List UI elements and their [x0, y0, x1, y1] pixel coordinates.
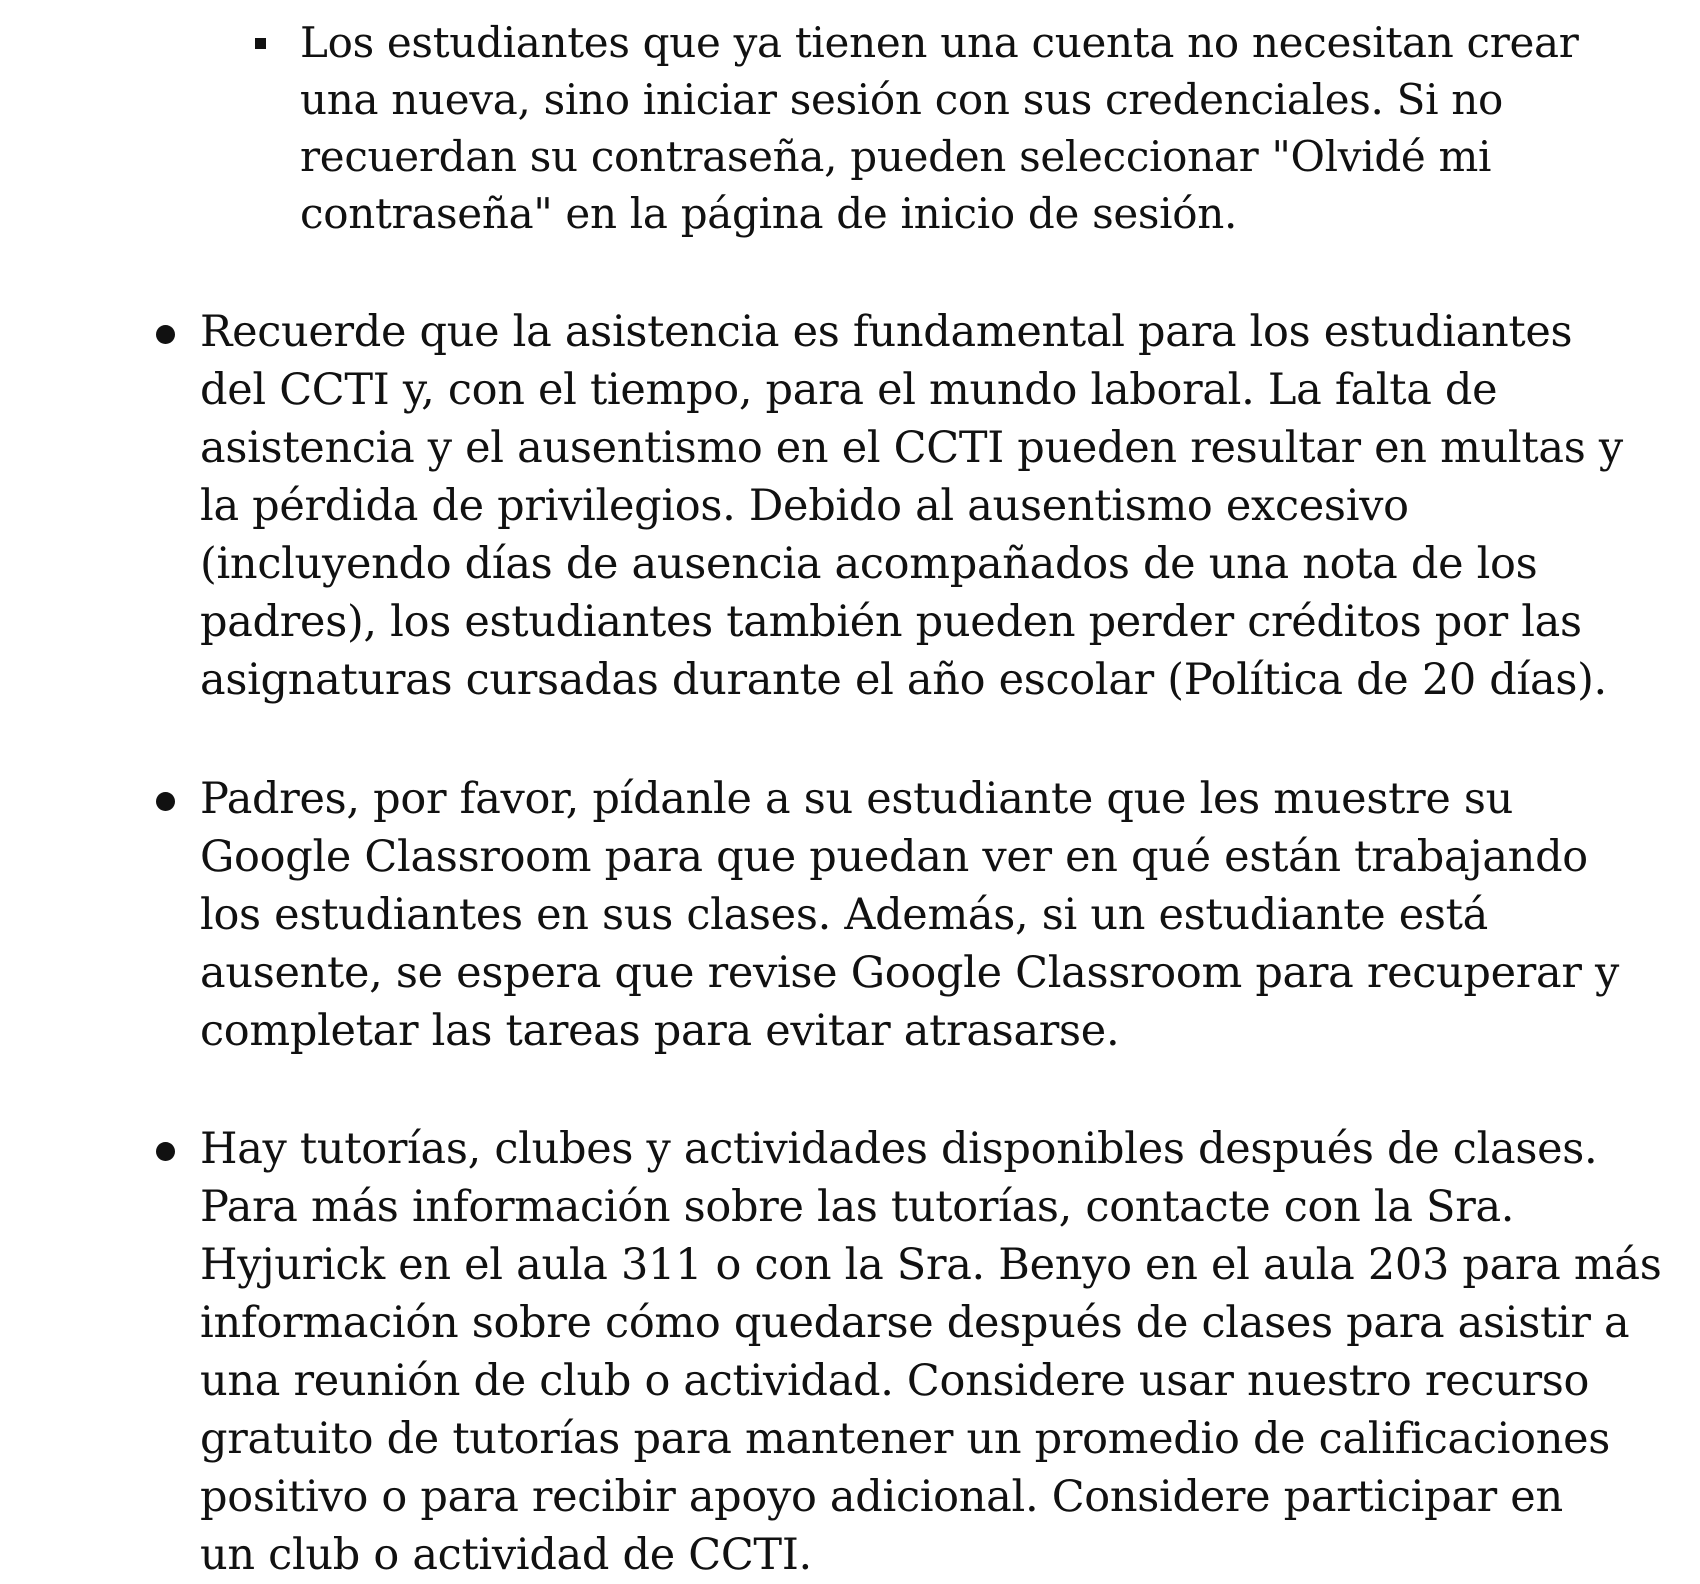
- text-line: la pérdida de privilegios. Debido al ausentismo excesivo: [200, 481, 1409, 531]
- text-line: Recuerde que la asistencia es fundamental para los estudiantes: [200, 307, 1573, 357]
- text-line: contraseña" en la página de inicio de sesión.: [300, 189, 1238, 238]
- list-item-attendance: [200, 303, 1623, 709]
- text-line: un club o actividad de CCTI.: [200, 1530, 812, 1580]
- text-line: completar las tareas para evitar atrasarse.: [200, 1006, 1120, 1056]
- sub-list-item-account: [300, 14, 1600, 242]
- list-item-tutoring-clubs: [200, 1120, 1662, 1584]
- text-line: padres), los estudiantes también pueden perder créditos por las: [200, 597, 1582, 647]
- text-line: una nueva, sino iniciar sesión con sus credenciales. Si no: [300, 75, 1504, 124]
- text-line: del CCTI y, con el tiempo, para el mundo laboral. La falta de: [200, 365, 1498, 415]
- text-line: asignaturas cursadas durante el año escolar (Política de 20 días).: [200, 655, 1607, 705]
- text-line: Hay tutorías, clubes y actividades disponibles después de clases.: [200, 1124, 1598, 1174]
- text-line: Hyjurick en el aula 311 o con la Sra. Benyo en el aula 203 para más: [200, 1240, 1662, 1290]
- text-line: información sobre cómo quedarse después de clases para asistir a: [200, 1298, 1630, 1348]
- text-line: los estudiantes en sus clases. Además, si un estudiante está: [200, 890, 1488, 940]
- square-bullet-icon: [255, 38, 266, 49]
- text-line: asistencia y el ausentismo en el CCTI pueden resultar en multas y: [200, 423, 1623, 473]
- round-bullet-icon: [156, 1142, 175, 1161]
- text-line: Los estudiantes que ya tienen una cuenta no necesitan crear: [300, 18, 1579, 67]
- text-line: gratuito de tutorías para mantener un promedio de calificaciones: [200, 1414, 1611, 1464]
- text-line: recuerdan su contraseña, pueden seleccionar "Olvidé mi: [300, 132, 1492, 181]
- text-line: Para más información sobre las tutorías, contacte con la Sra.: [200, 1182, 1515, 1232]
- text-line: positivo o para recibir apoyo adicional. Considere participar en: [200, 1472, 1563, 1522]
- text-line: Padres, por favor, pídanle a su estudiante que les muestre su: [200, 774, 1513, 824]
- list-item-google-classroom: [200, 770, 1620, 1060]
- text-line: ausente, se espera que revise Google Classroom para recuperar y: [200, 948, 1619, 998]
- text-line: Google Classroom para que puedan ver en qué están trabajando: [200, 832, 1588, 882]
- text-line: (incluyendo días de ausencia acompañados de una nota de los: [200, 539, 1538, 589]
- text-line: una reunión de club o actividad. Considere usar nuestro recurso: [200, 1356, 1590, 1406]
- round-bullet-icon: [156, 792, 175, 811]
- round-bullet-icon: [156, 325, 175, 344]
